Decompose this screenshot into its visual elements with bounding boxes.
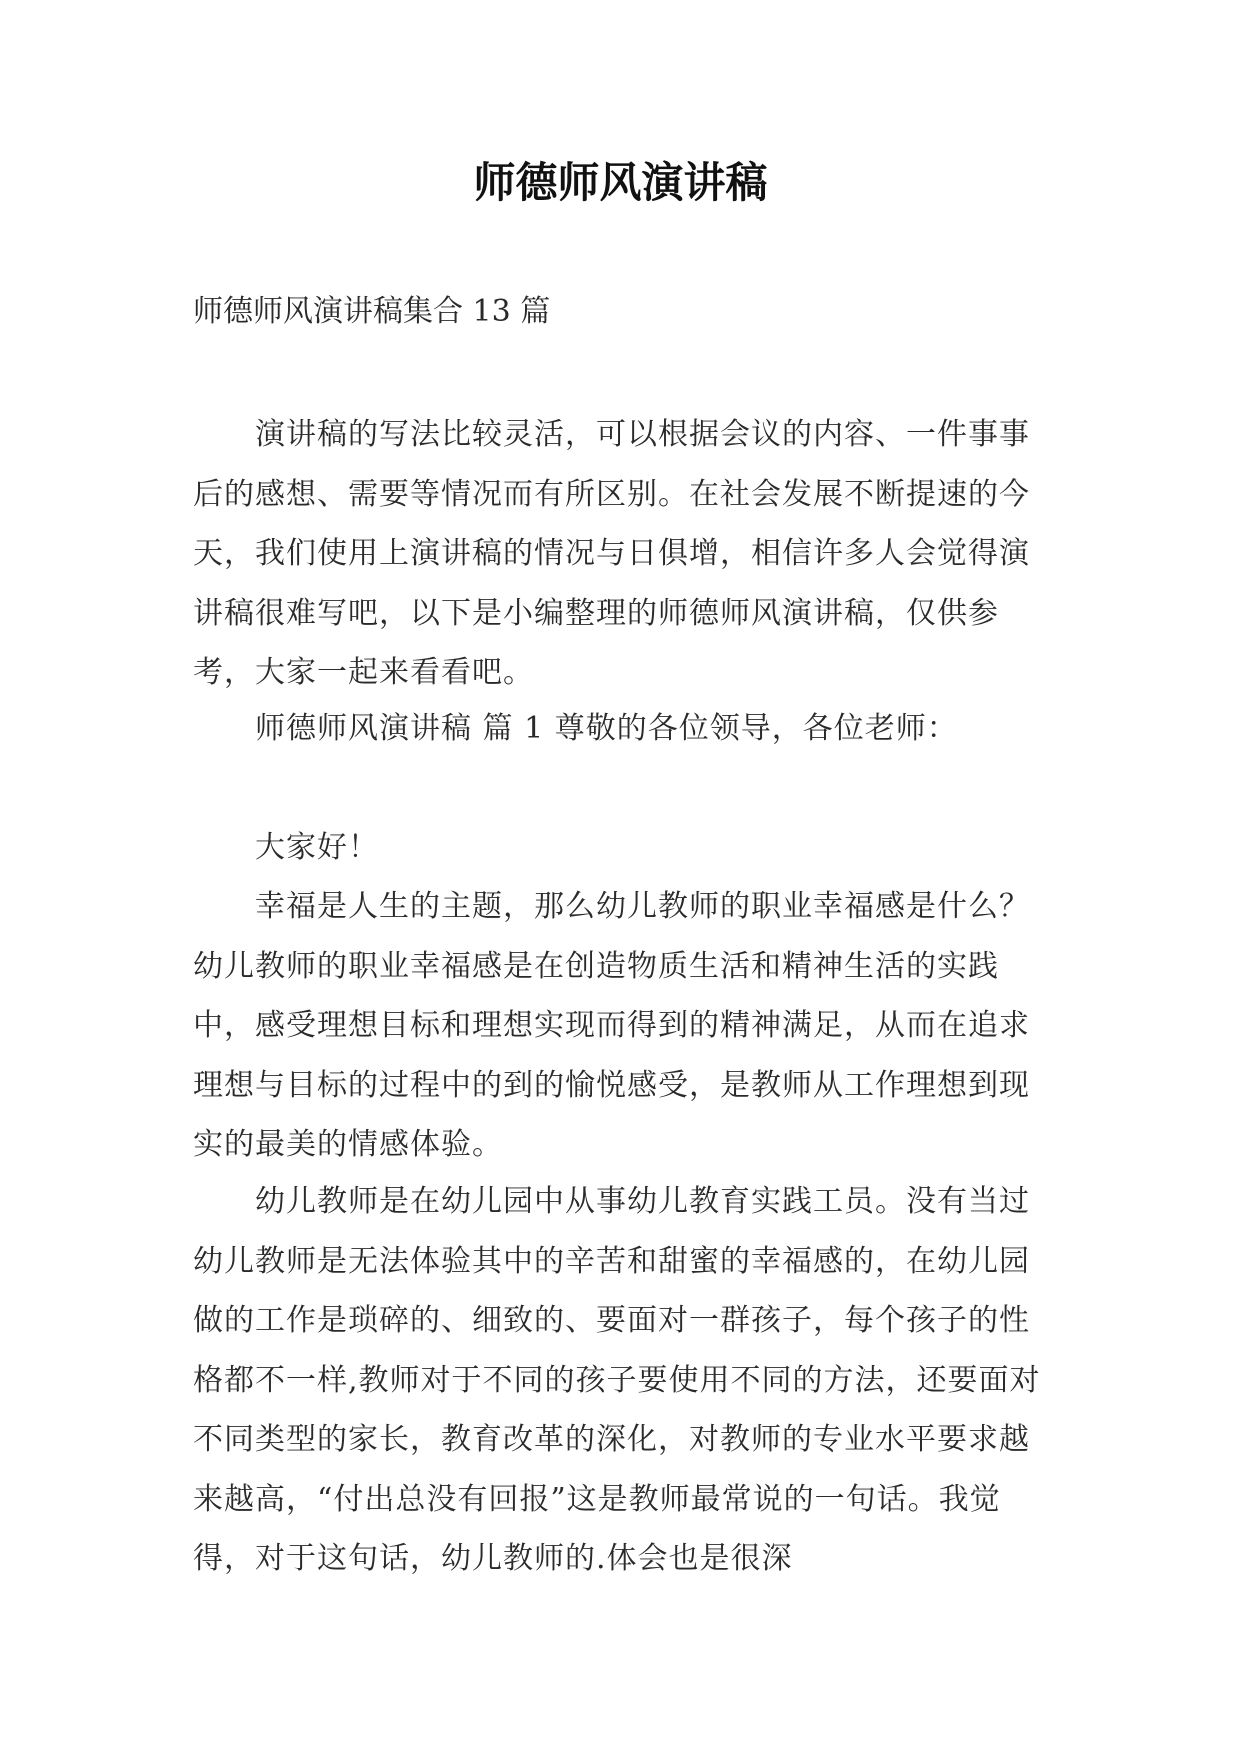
intro-paragraph: 演讲稿的写法比较灵活，可以根据会议的内容、一件事事后的感想、需要等情况而有所区别。在社会发展不断提速的今天，我们使用上演讲稿的情况与日俱增，相信许多人会觉得演讲稿很难写吧，以下是小编整理的师德师风演讲稿，仅供参考，大家一起来看看吧。 — [193, 417, 1030, 690]
greeting-paragraph: 大家好！ — [255, 830, 379, 865]
teacher-paragraph: 幼儿教师是在幼儿园中从事幼儿教育实践工员。没有当过幼儿教师是无法体验其中的辛苦和甜蜜的幸福感的，在幼儿园做的工作是琐碎的、细致的、要面对一群孩子，每个孩子的性格都不一样,教师对于不同的孩子要使用不同的方法，还要面对不同类型的家长，教育改革的深化，对教师的专业水平要求越来越高，“付出总没有回报”这是教师最常说的一句话。我觉得，对于这句话，幼儿教师的.体会也是很深 — [193, 1184, 1041, 1576]
speech-1-heading: 师德师风演讲稿 篇 1 尊敬的各位领导，各位老师： — [255, 711, 958, 746]
document-title: 师德师风演讲稿 — [473, 158, 768, 207]
document-subtitle: 师德师风演讲稿集合 13 篇 — [193, 294, 551, 329]
happiness-paragraph: 幸福是人生的主题，那么幼儿教师的职业幸福感是什么？幼儿教师的职业幸福感是在创造物质生活和精神生活的实践中，感受理想目标和理想实现而得到的精神满足，从而在追求理想与目标的过程中的到的愉悦感受，是教师从工作理想到现实的最美的情感体验。 — [193, 889, 1030, 1162]
